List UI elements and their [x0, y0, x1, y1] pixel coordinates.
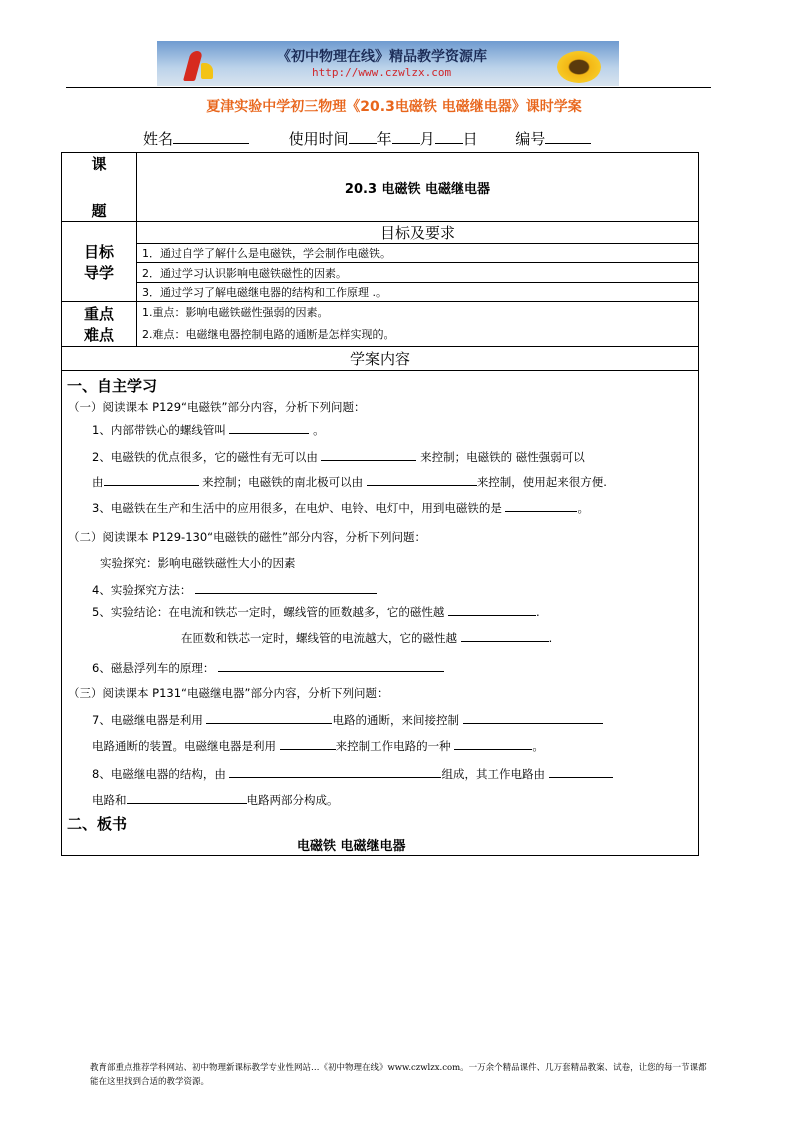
answer-blank[interactable]: [367, 473, 477, 486]
section-heading: 一、自主学习: [67, 377, 158, 395]
topic: 20.3 电磁铁 电磁继电器: [137, 153, 699, 222]
question-2: 2、电磁铁的优点很多，它的磁性有无可以由 来控制；电磁铁的 磁性强弱可以: [92, 450, 585, 464]
goals-label: 目标 导学: [62, 222, 137, 302]
question-5: 5、实验结论：在电流和铁芯一定时，螺线管的匝数越多，它的磁性越 .: [92, 605, 540, 619]
sunflower-icon: [557, 51, 601, 83]
question-1: 1、内部带铁心的螺线管叫 。: [92, 423, 325, 437]
year-field[interactable]: [349, 129, 377, 144]
banner-title: 《初中物理在线》精品教学资源库: [277, 49, 487, 65]
question-5-cont: 在匝数和铁芯一定时，螺线管的电流越大，它的磁性越 .: [181, 631, 553, 645]
topic-label: 课 题: [62, 153, 137, 222]
logo-icon: [183, 51, 203, 81]
answer-blank[interactable]: [461, 629, 549, 642]
month-label: 月: [419, 130, 435, 148]
number-label: 编号: [515, 130, 546, 148]
experiment-title: 实验探究：影响电磁铁磁性大小的因素: [100, 556, 296, 570]
answer-blank[interactable]: [206, 711, 332, 724]
footer-note: 教育部重点推荐学科网站、初中物理新课标教学专业性网站…《初中物理在线》www.czwlzx.com。一万余个精品课件、几万套精品教案、试卷，让您的每一节课都能在这里找到合适的教学资源。: [90, 1063, 707, 1087]
answer-blank[interactable]: [218, 659, 444, 672]
answer-blank[interactable]: [104, 473, 199, 486]
reading-prompt: （一）阅读课本 P129“电磁铁”部分内容，分析下列问题：: [68, 400, 366, 414]
answer-blank[interactable]: [549, 765, 613, 778]
day-field[interactable]: [435, 129, 463, 144]
question-3: 3、电磁铁在生产和生活中的应用很多，在电炉、电铃、电灯中，用到电磁铁的是 。: [92, 501, 589, 515]
answer-blank[interactable]: [321, 448, 416, 461]
name-label: 姓名: [143, 130, 174, 148]
content-section: [62, 371, 699, 856]
content-header: 学案内容: [62, 347, 699, 371]
key-points: [137, 302, 699, 347]
answer-blank[interactable]: [127, 791, 247, 804]
question-6: 6、磁悬浮列车的原理：: [92, 659, 444, 676]
document-title: 夏津实验中学初三物理《20.3电磁铁 电磁继电器》课时学案: [206, 99, 582, 115]
board-title: 电磁铁 电磁继电器: [297, 839, 406, 854]
reading-prompt: （二）阅读课本 P129-130“电磁铁的磁性”部分内容，分析下列问题：: [68, 530, 427, 544]
header-rule: [66, 87, 711, 88]
question-7-cont: 电路通断的装置。电磁继电器是利用 来控制工作电路的一种 。: [92, 739, 544, 753]
goal-item: 1．通过自学了解什么是电磁铁，学会制作电磁铁。: [137, 244, 699, 263]
year-label: 年: [376, 130, 392, 148]
day-label: 日: [462, 130, 478, 148]
key-points-label: 重点 难点: [62, 302, 137, 347]
goal-item: 3．通过学习了解电磁继电器的结构和工作原理 .。: [137, 283, 699, 302]
question-2-cont: 由 来控制；电磁铁的南北极可以由 来控制，使用起来很方便.: [92, 475, 607, 489]
banner-image: [157, 41, 619, 86]
goals-header: 目标及要求: [137, 222, 699, 244]
key-point: 1.重点：影响电磁铁磁性强弱的因素。: [142, 306, 329, 319]
answer-blank[interactable]: [454, 737, 532, 750]
month-field[interactable]: [392, 129, 420, 144]
meta-line: [143, 128, 591, 149]
answer-blank[interactable]: [280, 737, 336, 750]
section-heading: 二、板书: [67, 815, 128, 833]
logo-icon-accent: [201, 63, 213, 79]
answer-blank[interactable]: [463, 711, 603, 724]
number-field[interactable]: [545, 129, 591, 144]
question-7: 7、电磁继电器是利用 电路的通断，来间接控制: [92, 711, 603, 728]
lesson-table: [61, 152, 699, 856]
answer-blank[interactable]: [229, 765, 441, 778]
answer-blank[interactable]: [229, 421, 309, 434]
goal-item: 2．通过学习认识影响电磁铁磁性的因素。: [137, 263, 699, 283]
banner-url: http://www.czwlzx.com: [312, 66, 452, 79]
question-8-cont: 电路和 电路两部分构成。: [92, 793, 339, 807]
name-field[interactable]: [173, 129, 249, 144]
answer-blank[interactable]: [505, 499, 577, 512]
answer-blank[interactable]: [448, 603, 536, 616]
question-8: 8、电磁继电器的结构，由 组成，其工作电路由: [92, 765, 613, 782]
reading-prompt: （三）阅读课本 P131“电磁继电器”部分内容，分析下列问题：: [68, 686, 389, 700]
difficult-point: 2.难点：电磁继电器控制电路的通断是怎样实现的。: [142, 328, 395, 341]
time-label: 使用时间: [288, 130, 349, 148]
answer-blank[interactable]: [195, 581, 377, 594]
question-4: 4、实验探究方法：: [92, 581, 377, 598]
